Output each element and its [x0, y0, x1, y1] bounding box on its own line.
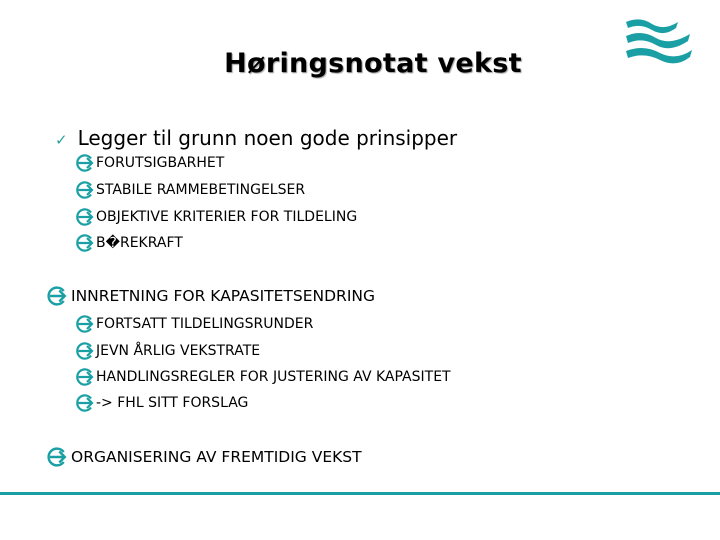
arrow-right-circle-icon	[74, 393, 94, 413]
arrow-right-circle-icon	[74, 180, 94, 200]
section-organisering: ORGANISERING AV FREMTIDIG VEKST	[45, 446, 362, 468]
arrow-right-circle-icon	[74, 367, 94, 387]
list-item: FORUTSIGBARHET	[74, 153, 224, 173]
slide-title: Høringsnotat vekst	[224, 48, 522, 79]
footer-divider	[0, 492, 720, 495]
arrow-right-circle-icon	[74, 153, 94, 173]
section-innretning: INNRETNING FOR KAPASITETSENDRING	[45, 285, 375, 307]
list-item: HANDLINGSREGLER FOR JUSTERING AV KAPASITET	[74, 367, 451, 387]
arrow-right-circle-icon	[74, 207, 94, 227]
list-item: -> FHL SITT FORSLAG	[74, 393, 248, 413]
arrow-right-circle-icon	[45, 285, 67, 307]
arrow-right-circle-icon	[74, 341, 94, 361]
principles-line	[55, 126, 457, 150]
list-item: B�REKRAFT	[74, 233, 183, 253]
checkmark-icon: ✓	[55, 131, 68, 149]
principles-text: Legger til grunn noen gode prinsipper	[77, 126, 458, 150]
list-item: JEVN ÅRLIG VEKSTRATE	[74, 341, 260, 361]
list-item: FORTSATT TILDELINGSRUNDER	[74, 314, 313, 334]
arrow-right-circle-icon	[74, 233, 94, 253]
arrow-right-circle-icon	[74, 314, 94, 334]
list-item: STABILE RAMMEBETINGELSER	[74, 180, 305, 200]
arrow-right-circle-icon	[45, 446, 67, 468]
list-item: OBJEKTIVE KRITERIER FOR TILDELING	[74, 207, 357, 227]
